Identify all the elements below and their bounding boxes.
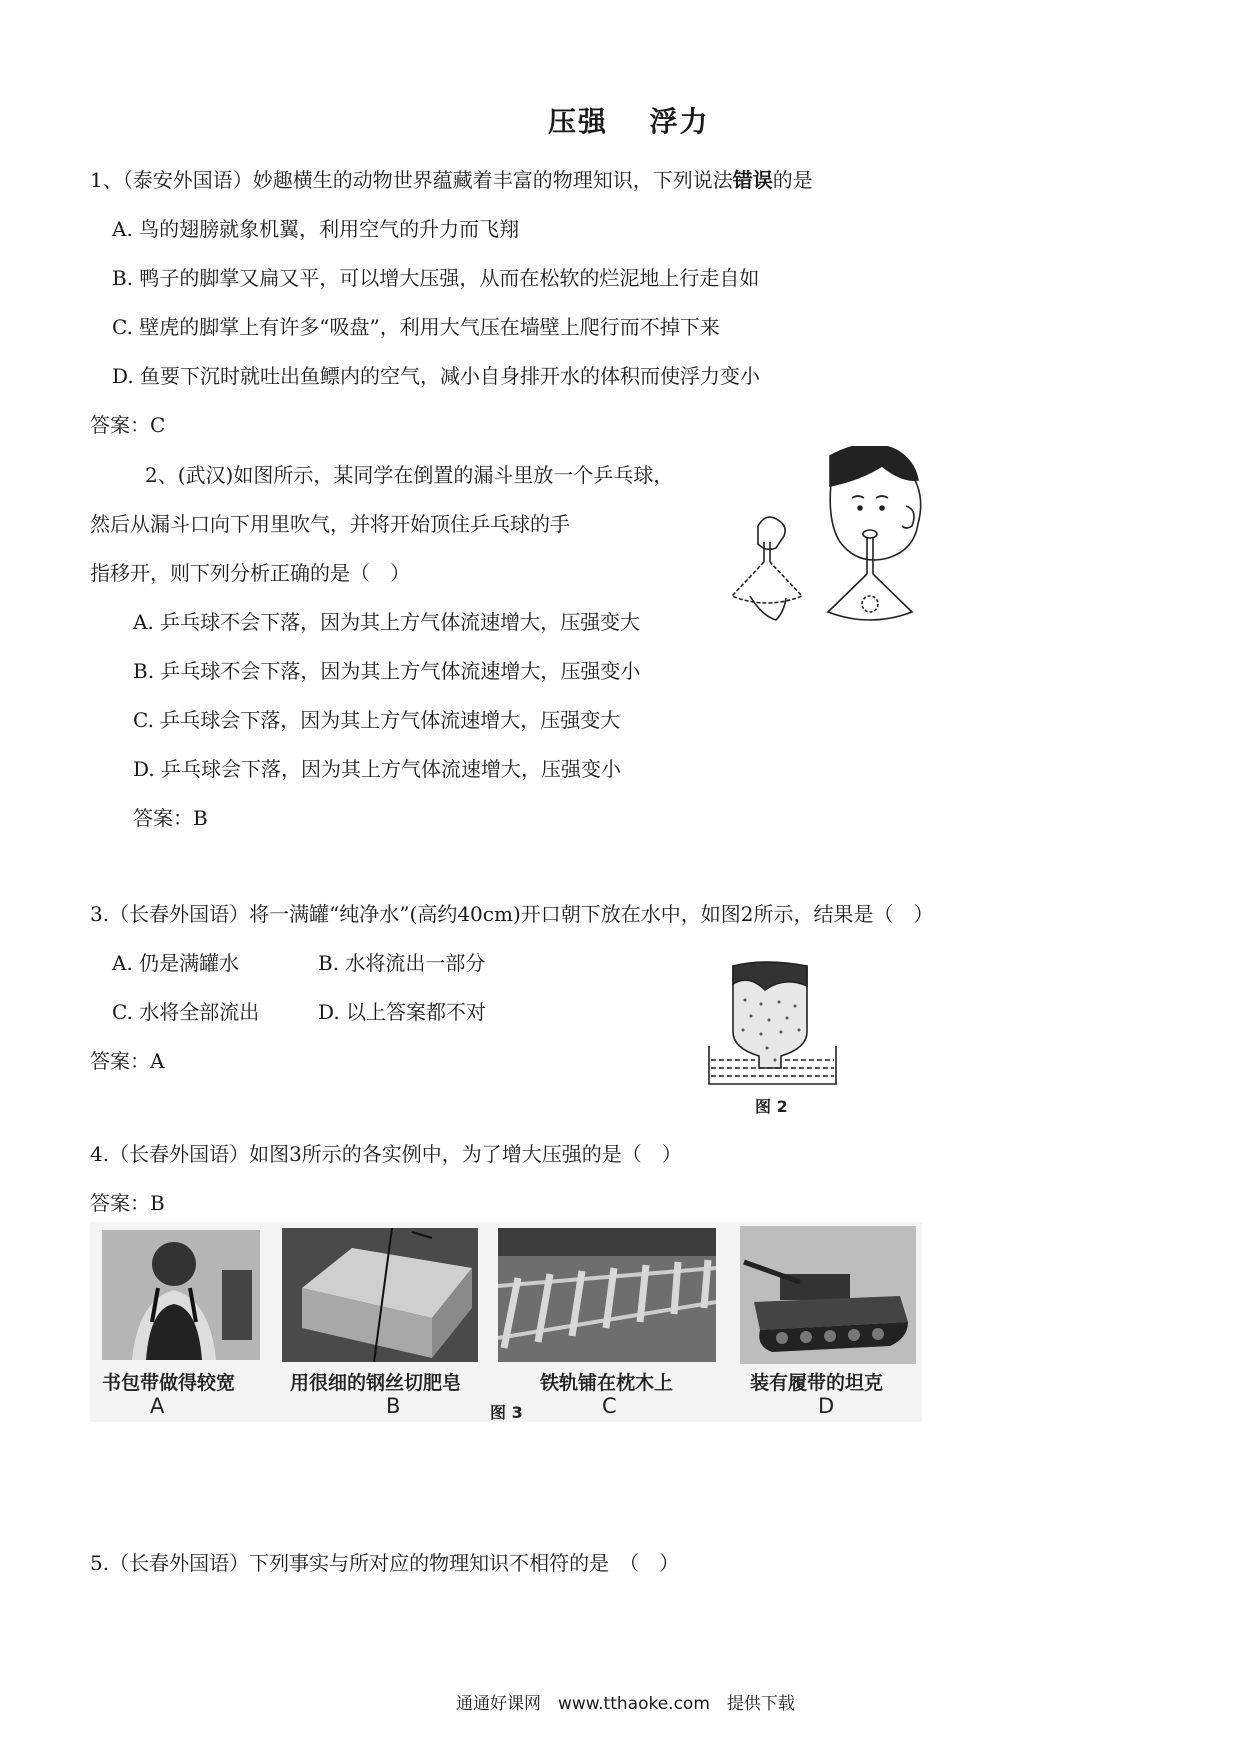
figure-3	[90, 1222, 922, 1422]
q3-option-c: C. 水将全部流出	[112, 1000, 260, 1024]
panel-a-letter: A	[150, 1394, 165, 1418]
q2-stem-line-3: 指移开，则下列分析正确的是（ ）	[90, 561, 410, 585]
title-part-1: 压强	[548, 105, 609, 138]
q4-stem: 4.（长春外国语）如图3所示的各实例中，为了增大压强的是（ ）	[90, 1142, 682, 1166]
inverted-bottle-drawing	[705, 960, 840, 1092]
q1-stem-suffix: 的是	[772, 168, 813, 192]
panel-d-tank-photo	[740, 1226, 916, 1364]
q2-answer: 答案：B	[133, 806, 208, 830]
q1-option-b: B. 鸭子的脚掌又扁又平，可以增大压强，从而在松软的烂泥地上行走自如	[112, 266, 760, 290]
panel-c-letter: C	[602, 1394, 617, 1418]
page-title	[548, 100, 710, 140]
panel-a-schoolbag-photo	[102, 1230, 260, 1360]
q3-option-d: D. 以上答案都不对	[318, 1000, 487, 1024]
q3-option-b: B. 水将流出一部分	[318, 951, 486, 975]
q1-stem-prefix: 1、（泰安外国语）妙趣横生的动物世界蕴藏着丰富的物理知识，下列说法	[90, 168, 733, 192]
panel-c-caption: 铁轨铺在枕木上	[540, 1372, 674, 1394]
page-footer: 通通好课网 www.tthaoke.com 提供下载	[456, 1694, 795, 1714]
panel-a-caption: 书包带做得较宽	[102, 1372, 236, 1394]
q1-option-c: C. 壁虎的脚掌上有许多“吸盘”，利用大气压在墙壁上爬行而不掉下来	[112, 315, 720, 339]
q3-stem: 3.（长春外国语）将一满罐“纯净水”(高约40cm)开口朝下放在水中，如图2所示，结果是（ ）	[90, 902, 934, 926]
q1-stem	[90, 166, 813, 194]
q2-option-b: B. 乒乓球不会下落，因为其上方气体流速增大，压强变小	[133, 659, 641, 683]
funnel-experiment-drawing	[720, 446, 940, 631]
q5-stem: 5.（长春外国语）下列事实与所对应的物理知识不相符的是 （ ）	[90, 1551, 680, 1575]
q2-stem-line-1: 2、(武汉)如图所示，某同学在倒置的漏斗里放一个乒乓球，	[145, 463, 674, 487]
q2-option-a: A. 乒乓球不会下落，因为其上方气体流速增大，压强变大	[133, 610, 641, 634]
q1-answer: 答案：C	[90, 413, 166, 437]
title-part-2: 浮力	[649, 105, 710, 138]
q2-option-d: D. 乒乓球会下落，因为其上方气体流速增大，压强变小	[133, 757, 622, 781]
q4-answer: 答案：B	[90, 1191, 165, 1215]
tracked-tank-drawing	[740, 1226, 916, 1364]
q1-option-d: D. 鱼要下沉时就吐出鱼鳔内的空气，减小自身排开水的体积而使浮力变小	[112, 364, 761, 388]
q3-option-a: A. 仍是满罐水	[112, 951, 240, 975]
figure-2-label: 图 2	[755, 1097, 788, 1116]
funnel-experiment-figure	[720, 446, 940, 631]
panel-d-caption: 装有履带的坦克	[750, 1372, 884, 1394]
q2-stem-line-2: 然后从漏斗口向下用里吹气，并将开始顶住乒乓球的手	[90, 512, 570, 536]
wire-cutting-soap-drawing	[282, 1228, 478, 1362]
panel-b-wire-soap-photo	[282, 1228, 478, 1362]
panel-d-letter: D	[818, 1394, 835, 1418]
railway-sleepers-drawing	[498, 1228, 716, 1362]
student-with-backpack-drawing	[102, 1230, 260, 1360]
panel-b-caption: 用很细的钢丝切肥皂	[290, 1372, 462, 1394]
q2-option-c: C. 乒乓球会下落，因为其上方气体流速增大，压强变大	[133, 708, 621, 732]
q3-answer: 答案：A	[90, 1049, 165, 1073]
panel-b-letter: B	[386, 1394, 401, 1418]
inverted-bottle-figure	[705, 960, 840, 1120]
q1-option-a: A. 鸟的翅膀就象机翼，利用空气的升力而飞翔	[112, 217, 520, 241]
panel-c-railway-photo	[498, 1228, 716, 1362]
q1-stem-emphasis: 错误	[732, 168, 773, 192]
figure-3-label: 图 3	[490, 1403, 523, 1422]
